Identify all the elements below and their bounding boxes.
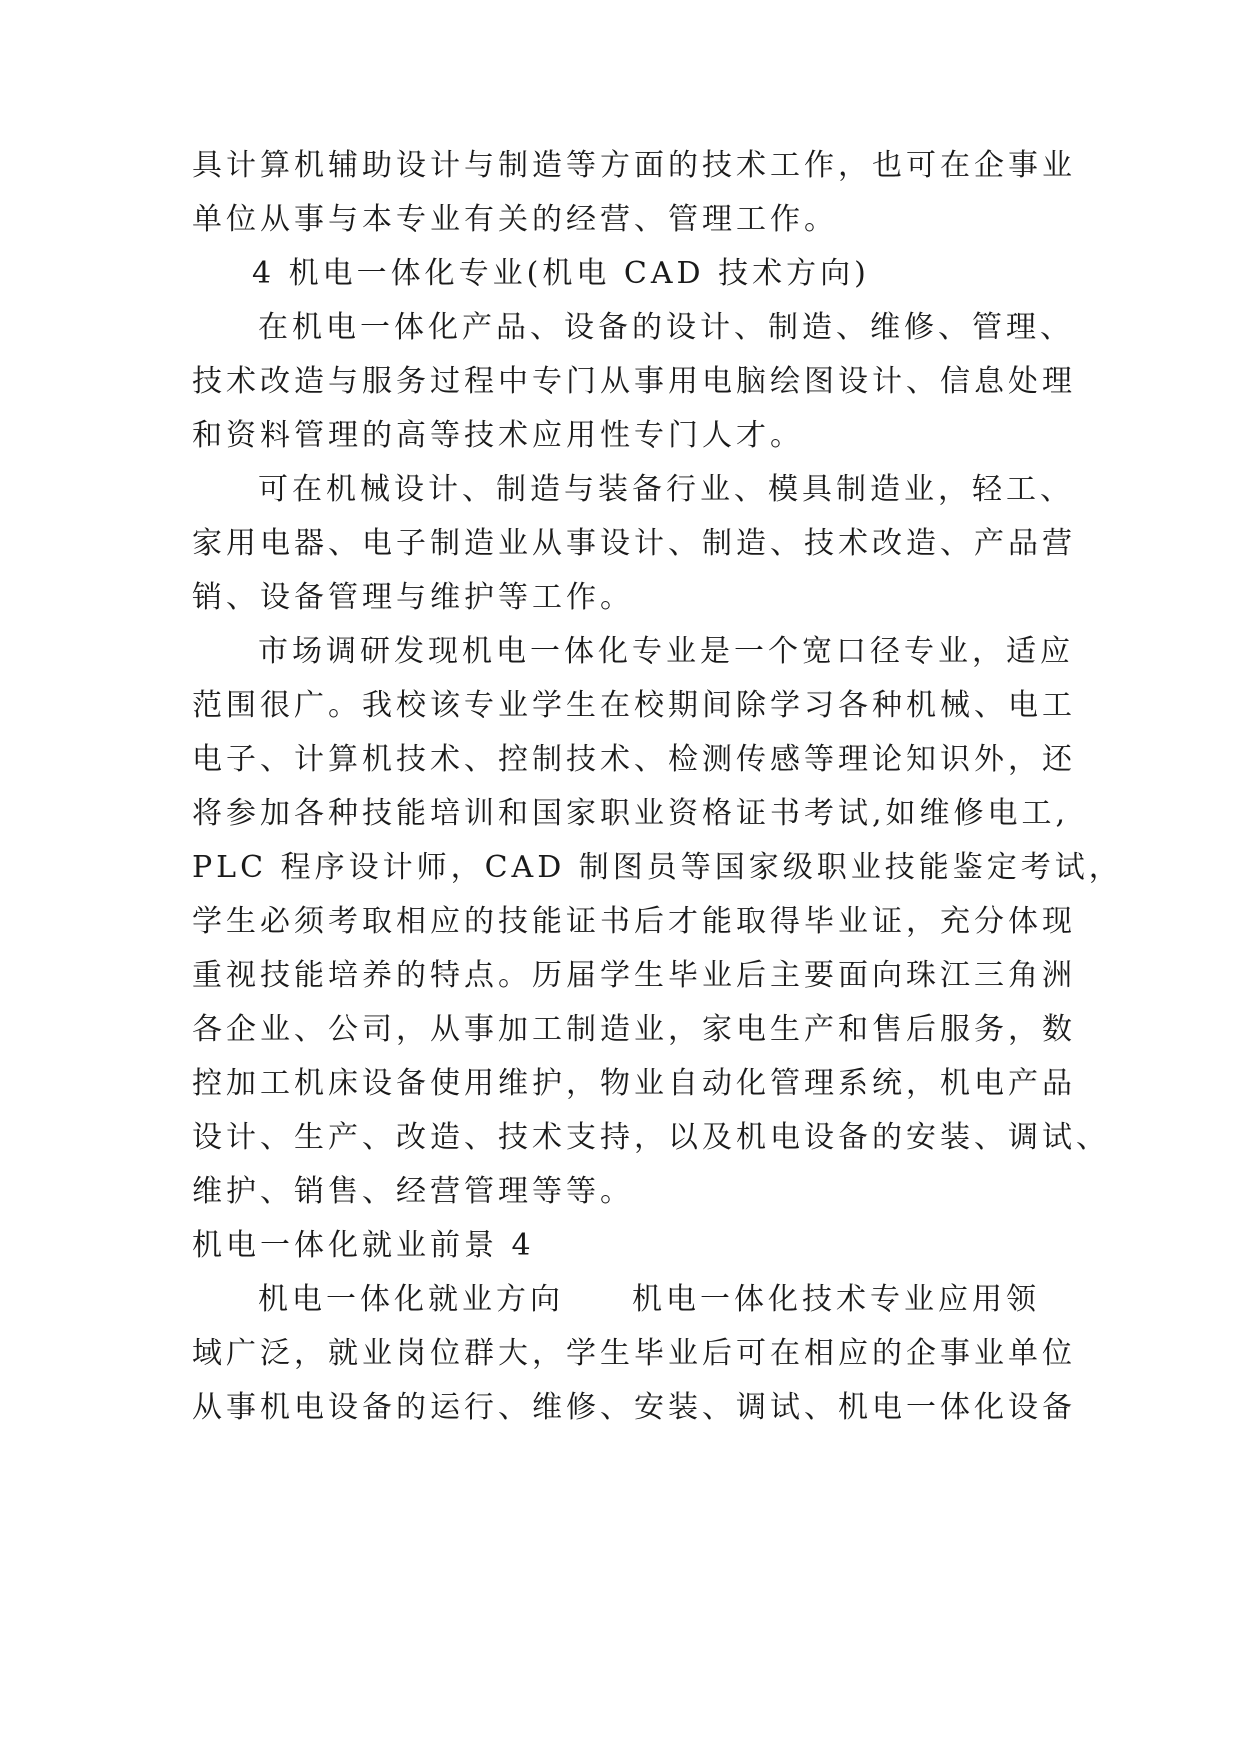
text-line: 将参加各种技能培训和国家职业资格证书考试,如维修电工,	[192, 796, 1070, 831]
text-line: 从事机电设备的运行、维修、安装、调试、机电一体化设备	[192, 1390, 1076, 1425]
text-line: 重视技能培养的特点。历届学生毕业后主要面向珠江三角洲	[192, 958, 1076, 993]
text-line: 单位从事与本专业有关的经营、管理工作。	[192, 202, 838, 237]
text-line: PLC 程序设计师，CAD 制图员等国家级职业技能鉴定考试，	[192, 850, 1123, 885]
section-heading: 4 机电一体化专业(机电 CAD 技术方向)	[252, 256, 870, 291]
text-line: 设计、生产、改造、技术支持，以及机电设备的安装、调试、	[192, 1120, 1110, 1155]
text-line: 可在机械设计、制造与装备行业、模具制造业，轻工、	[258, 472, 1074, 507]
text-line: 技术改造与服务过程中专门从事用电脑绘图设计、信息处理	[192, 364, 1076, 399]
text-line: 范围很广。我校该专业学生在校期间除学习各种机械、电工	[192, 688, 1076, 723]
text-line: 学生必须考取相应的技能证书后才能取得毕业证，充分体现	[192, 904, 1076, 939]
section-title: 机电一体化就业前景 4	[192, 1228, 535, 1263]
text-line: 各企业、公司，从事加工制造业，家电生产和售后服务，数	[192, 1012, 1076, 1047]
text-line: 销、设备管理与维护等工作。	[192, 580, 634, 615]
text-line: 域广泛，就业岗位群大，学生毕业后可在相应的企事业单位	[192, 1336, 1076, 1371]
text-line: 维护、销售、经营管理等等。	[192, 1174, 634, 1209]
text-line: 具计算机辅助设计与制造等方面的技术工作，也可在企事业	[192, 148, 1076, 183]
text-line: 在机电一体化产品、设备的设计、制造、维修、管理、	[258, 310, 1074, 345]
text-line: 控加工机床设备使用维护，物业自动化管理系统，机电产品	[192, 1066, 1076, 1101]
text-line: 电子、计算机技术、控制技术、检测传感等理论知识外，还	[192, 742, 1076, 777]
text-line: 市场调研发现机电一体化专业是一个宽口径专业，适应	[258, 634, 1074, 669]
text-line: 和资料管理的高等技术应用性专门人才。	[192, 418, 804, 453]
text-line: 家用电器、电子制造业从事设计、制造、技术改造、产品营	[192, 526, 1076, 561]
text-line: 机电一体化就业方向 机电一体化技术专业应用领	[258, 1282, 1040, 1317]
